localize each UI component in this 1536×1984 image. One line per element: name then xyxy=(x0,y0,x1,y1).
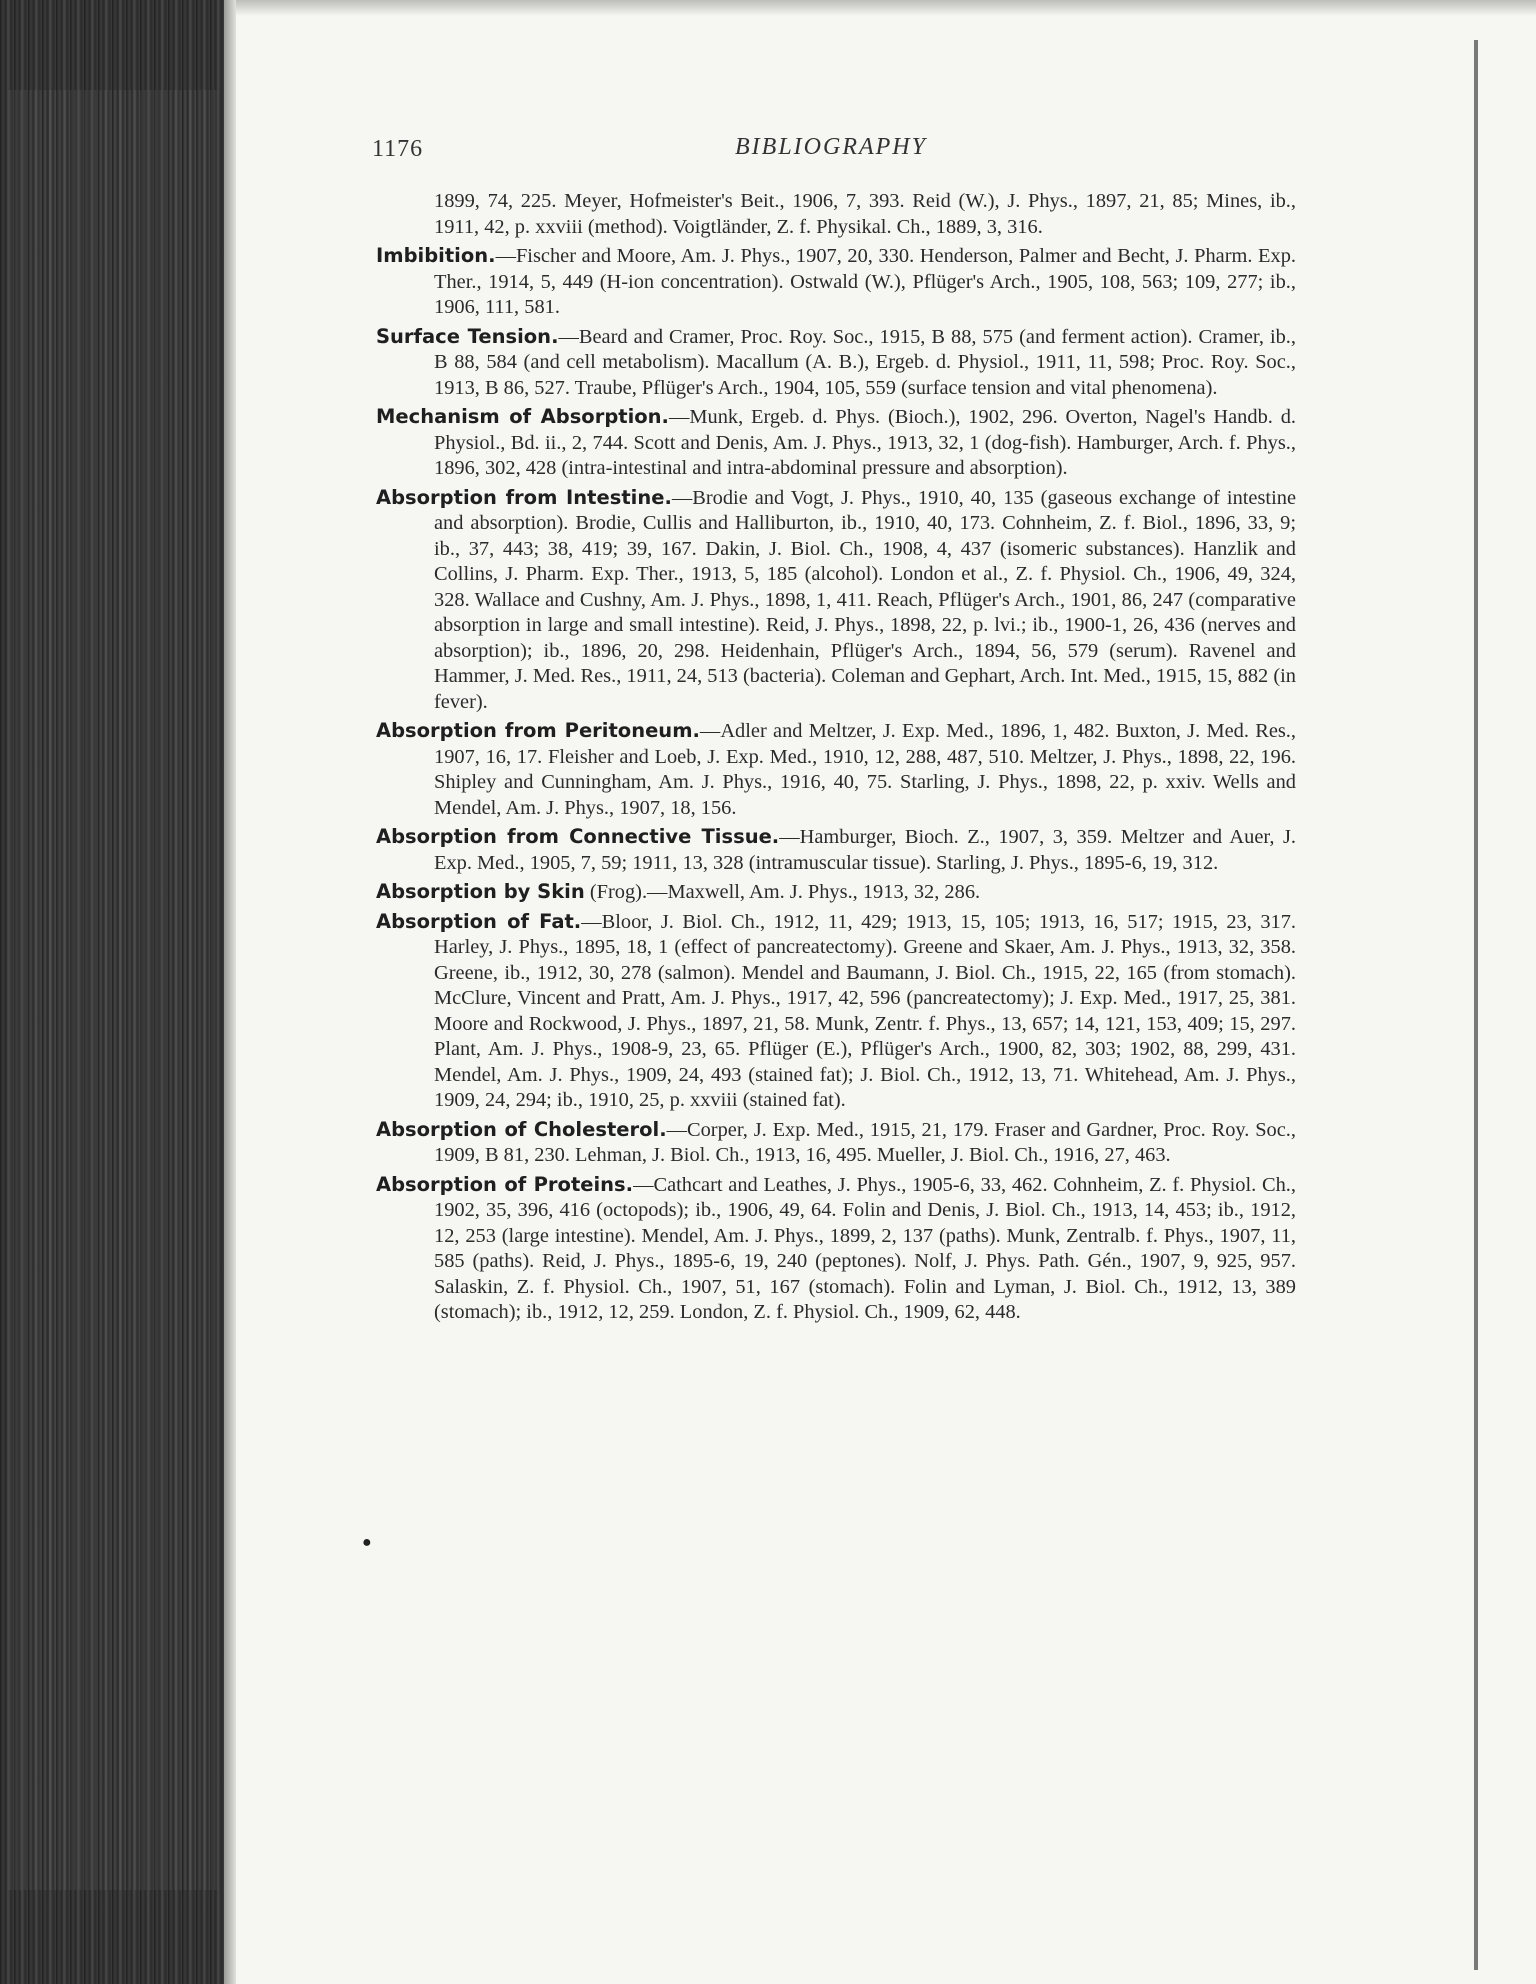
entry-text: —Brodie and Vogt, J. Phys., 1910, 40, 135 (gaseous exchange of intestine and absorption). Brodie, Cullis and Halliburton, ib., 1910, 40, 173. Cohnheim, Z. f. Biol., 1896, 33, 9; ib., 37, 443; 38, 419; 39, 167. Dakin, J. Biol. Ch., 1908, 4, 437 (isomeric substances). Hanzlik and Collins, J. Pharm. Exp. Ther., 1913, 5, 185 (alcohol). London et al., Z. f. Physiol. Ch., 1906, 49, 324, 328. Wallace and Cushny, Am. J. Phys., 1898, 1, 411. Reach, Pflüger's Arch., 1901, 86, 247 (comparative absorption in large and small intestine). Reid, J. Phys., 1898, 22, p. lvi.; ib., 1900-1, 26, 436 (nerves and absorption); ib., 1896, 20, 298. Heidenhain, Pflüger's Arch., 1894, 56, 579 (serum). Ravenel and Hammer, J. Med. Res., 1911, 24, 513 (bacteria). Coleman and Gephart, Arch. Int. Med., 1915, 15, 882 (in fever). xyxy=(434,486,1296,713)
bibliography-entry xyxy=(376,879,1296,906)
entry-heading: Surface Tension. xyxy=(376,324,559,348)
bibliography-entry xyxy=(376,404,1296,482)
entry-heading: Absorption of Fat. xyxy=(376,909,582,933)
entry-text: —Munk, Ergeb. d. Phys. (Bioch.), 1902, 296. Overton, Nagel's Handb. d. Physiol., Bd. ii., 2, 744. Scott and Denis, Am. J. Phys., 1913, 32, 1 (dog-fish). Hamburger, Arch. f. Phys., 1896, 302, 428 (intra-intestinal and intra-abdominal pressure and absorption). xyxy=(434,406,1296,479)
bibliography-entry xyxy=(376,1172,1296,1326)
entry-heading: Imbibition. xyxy=(376,244,496,267)
book-edge xyxy=(0,0,228,1984)
bibliography-entry xyxy=(376,485,1296,716)
entry-heading: Mechanism of Absorption. xyxy=(376,405,669,428)
bibliography-entry xyxy=(376,1117,1296,1169)
page-edge-line xyxy=(1474,40,1478,1970)
entry-heading: Absorption from Peritoneum. xyxy=(376,719,700,742)
bibliography-entry xyxy=(376,718,1296,821)
entry-text: —Adler and Meltzer, J. Exp. Med., 1896, 1, 482. Buxton, J. Med. Res., 1907, 16, 17. Fleisher and Loeb, J. Exp. Med., 1910, 12, 288, 487, 510. Meltzer, J. Phys., 1898, 22, 196. Shipley and Cunningham, Am. J. Phys., 1916, 40, 75. Starling, J. Phys., 1898, 22, p. xxiv. Wells and Mendel, Am. J. Phys., 1907, 18, 156. xyxy=(434,720,1297,819)
page-top-shadow xyxy=(236,0,1536,16)
entry-heading: Absorption of Cholesterol. xyxy=(376,1117,667,1141)
entry-text: —Cathcart and Leathes, J. Phys., 1905-6, 33, 462. Cohnheim, Z. f. Physiol. Ch., 1902, 35, 396, 416 (octopods); ib., 1906, 49, 64. Folin and Denis, J. Biol. Ch., 1913, 14, 453; ib., 1912, 12, 253 (large intestine). Mendel, Am. J. Phys., 1899, 2, 137 (paths). Munk, Zentralb. f. Phys., 1907, 11, 585 (paths). Reid, J. Phys., 1895-6, 19, 240 (peptones). Nolf, J. Phys. Path. Gén., 1907, 9, 925, 957. Salaskin, Z. f. Physiol. Ch., 1907, 51, 167 (stomach). Folin and Lyman, J. Biol. Ch., 1912, 13, 389 (stomach); ib., 1912, 12, 259. London, Z. f. Physiol. Ch., 1909, 62, 448. xyxy=(434,1173,1296,1323)
entry-text: 1899, 74, 225. Meyer, Hofmeister's Beit., 1906, 7, 393. Reid (W.), J. Phys., 1897, 21, 85; Mines, ib., 1911, 42, p. xxviii (method). Voigtländer, Z. f. Physikal. Ch., 1889, 3, 316. xyxy=(434,190,1296,238)
bibliography-entry xyxy=(376,188,1296,240)
entry-text: —Beard and Cramer, Proc. Roy. Soc., 1915, B 88, 575 (and ferment action). Cramer, ib., B 88, 584 (and cell metabolism). Macallum (A. B.), Ergeb. d. Physiol., 1911, 11, 598; Proc. Roy. Soc., 1913, B 86, 527. Traube, Pflüger's Arch., 1904, 105, 559 (surface tension and vital phenomena). xyxy=(434,325,1297,399)
entry-text: (Frog).—Maxwell, Am. J. Phys., 1913, 32, 286. xyxy=(584,881,981,903)
entry-heading: Absorption from Connective Tissue. xyxy=(376,825,780,848)
entry-text: —Corper, J. Exp. Med., 1915, 21, 179. Fraser and Gardner, Proc. Roy. Soc., 1909, B 81, 230. Lehman, J. Biol. Ch., 1913, 16, 495. Mueller, J. Biol. Ch., 1916, 27, 463. xyxy=(434,1118,1296,1166)
entry-text: —Hamburger, Bioch. Z., 1907, 3, 359. Meltzer and Auer, J. Exp. Med., 1905, 7, 59; 1911, 13, 328 (intramuscular tissue). Starling, J. Phys., 1895-6, 19, 312. xyxy=(434,826,1297,874)
entry-heading: Absorption by Skin xyxy=(376,880,585,903)
ink-blot-mark: ● xyxy=(362,1534,372,1551)
entry-text: —Fischer and Moore, Am. J. Phys., 1907, 20, 330. Henderson, Palmer and Becht, J. Pharm. Exp. Ther., 1914, 5, 449 (H-ion concentration). Ostwald (W.), Pflüger's Arch., 1905, 108, 563; 109, 277; ib., 1906, 111, 581. xyxy=(434,245,1296,318)
book-edge-texture xyxy=(8,90,218,1890)
page-number: 1176 xyxy=(372,136,424,162)
bibliography-body xyxy=(376,188,1296,1329)
bibliography-entry xyxy=(376,824,1296,876)
bibliography-entry xyxy=(376,243,1296,321)
bibliography-entry xyxy=(376,909,1296,1114)
bibliography-entry xyxy=(376,324,1296,402)
running-head: BIBLIOGRAPHY xyxy=(735,134,927,160)
entry-heading: Absorption from Intestine. xyxy=(376,485,672,509)
entry-text: —Bloor, J. Biol. Ch., 1912, 11, 429; 1913, 15, 105; 1913, 16, 517; 1915, 23, 317. Harley, J. Phys., 1895, 18, 1 (effect of pancreatectomy). Greene and Skaer, Am. J. Phys., 1913, 32, 358. Greene, ib., 1912, 30, 278 (salmon). Mendel and Baumann, J. Biol. Ch., 1915, 22, 165 (from stomach). McClure, Vincent and Pratt, Am. J. Phys., 1917, 42, 596 (pancreatectomy); J. Exp. Med., 1917, 25, 381. Moore and Rockwood, J. Phys., 1897, 21, 58. Munk, Zentr. f. Phys., 13, 657; 14, 121, 153, 409; 15, 297. Plant, Am. J. Phys., 1908-9, 23, 65. Pflüger (E.), Pflüger's Arch., 1900, 82, 303; 1902, 88, 299, 431. Mendel, Am. J. Phys., 1909, 24, 493 (stained fat); J. Biol. Ch., 1912, 13, 71. Whitehead, Am. J. Phys., 1909, 24, 294; ib., 1910, 25, p. xxviii (stained fat). xyxy=(434,910,1297,1111)
entry-heading: Absorption of Proteins. xyxy=(376,1172,634,1196)
